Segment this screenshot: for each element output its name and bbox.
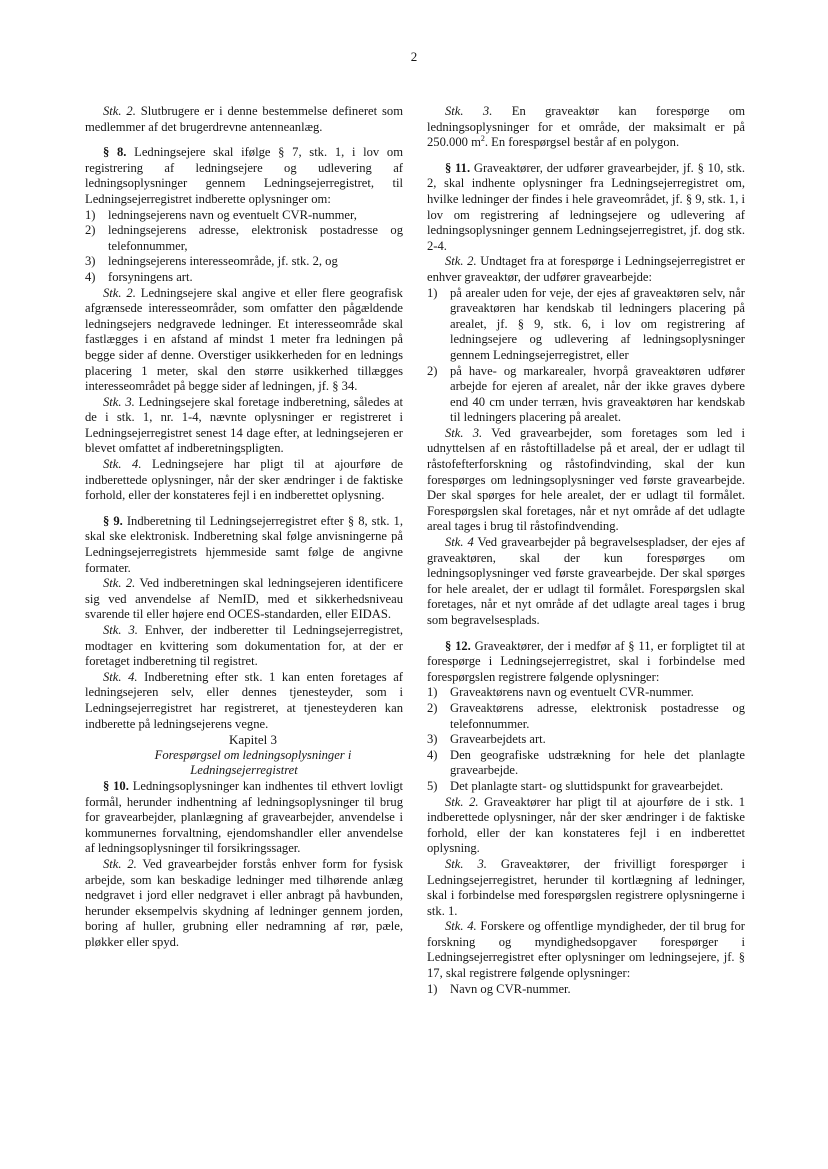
list-item: 1) Navn og CVR-nummer. (427, 981, 571, 996)
left-column (85, 104, 403, 950)
list-item: 1) på arealer uden for veje, der ejes af graveaktøren selv, når graveaktøren har kendskab til ledningers placering på arealet, jf. § 9, stk. 6, i lov om registrering af ledningsejere og udlevering af ledningsoplysninger gennem Ledningsejerregistret, eller (427, 285, 745, 362)
paragraph: Stk. 3. Enhver, der indberetter til Ledningsejerregistret, modtager en kvittering som dokumentation for, at der er foretaget indberetning til registret. (85, 623, 403, 669)
paragraph: Stk. 3. En graveaktør kan forespørge om ledningsoplysninger for et område, der maksimalt er på 250.000 $m^2$. En forespørgsel består af en polygon. (427, 104, 745, 150)
paragraph: Stk. 2. Ved indberetningen skal ledningsejeren identificere sig ved anvendelse af NemID, med et sikkerhedsniveau svarende til eller højere end OCES-standarden, eller EIDAS. (85, 576, 403, 622)
page-number: 2 (410, 49, 418, 64)
paragraph: Stk. 2. Ved gravearbejder forstås enhver form for fysisk arbejde, som kan beskadige ledninger med tilhørende anlæg nedgravet i jord eller nedgravet i eller anbragt på havbunden, herunder eksempelvis skydning af ledninger gennem jorden, boring af huller, grubning eller nedramning af rør, pæle, pløkker eller spyd. (85, 856, 403, 949)
paragraph: Stk. 4 Ved gravearbejder på begravelsespladser, der ejes af graveaktøren, skal der kun forespørges om ledningsoplysninger ved første gravearbejde. Der skal spørges for hele arealet, der er udlagt til formålet. Forespørgslen skal foretages, når et nyt område af det udlagte areal tages i brug som begravelsesplads. (427, 535, 746, 627)
section-11: § 11. Graveaktører, der udfører gravearbejder, jf. § 10, stk. 2, skal indhente oplysninger fra Ledningsejerregistret om, hvilke ledninger der findes i hele graveområdet, jf. § 9, stk. 1, i lov om registrering af ledningsejere og udlevering af ledningsoplysninger gennem Ledningsejerregistret, jf. dog stk. 2-4. (427, 160, 745, 253)
list-item: 1) Graveaktørens navn og eventuelt CVR-nummer. (427, 685, 694, 700)
paragraph: Stk. 4. Forskere og offentlige myndigheder, der til brug for forskning og myndighedsopgaver forespørger i Ledningsejerregistret efter oplysninger om ledningsejere, jf. § 17, skal registrere følgende oplysninger: (427, 919, 745, 981)
paragraph: Stk. 2. Graveaktører har pligt til at ajourføre de i stk. 1 indberettede oplysninger, når der sker ændringer i de faktiske forhold, eller der kan konstateres fejl i en indberettet oplysning. (427, 794, 745, 856)
list-item: 3) Gravearbejdets art. (427, 732, 546, 747)
list-item: 3) ledningsejerens interesseområde, jf. stk. 2, og (85, 254, 338, 269)
section-12: § 12. Graveaktører, der i medfør af § 11, er forpligtet til at forespørge i Ledningsejerregistret, skal i forbindelse med forespørgslen registrere følgende oplysninger: (427, 638, 745, 684)
chapter-title: Forespørgsel om ledningsoplysninger i Ledningsejerregistret (154, 747, 352, 778)
list-item: 2) Graveaktørens adresse, elektronisk postadresse og telefonnummer. (427, 700, 745, 731)
section-12-list (427, 685, 745, 794)
paragraph: Stk. 4. Indberetning efter stk. 1 kan enten foretages af ledningsejeren selv, eller dennes tjenesteyder, som i Ledningsejerregistret har registreret, at tjenesteyderen kan indberette på ledningsejerens vegne. (85, 669, 403, 731)
paragraph: Stk. 4. Ledningsejere har pligt til at ajourføre de indberettede oplysninger, når der sker ændringer i de faktiske forhold, eller der konstateres fejl i en indberettet oplysning. (85, 457, 403, 503)
section-12-stk4-list (427, 982, 745, 998)
list-item: 1) ledningsejerens navn og eventuelt CVR-nummer, (85, 207, 357, 222)
paragraph: Stk. 3. Ved gravearbejder, som foretages som led i udnyttelsen af en råstoftilladelse på et areal, der er udlagt til råstofefterforskning og råstofindvinding, skal der kun forespørges om ledningsoplysninger ved første gravearbejde. Der skal spørges for hele arealet, der er udlagt til formålet. Forespørgslen skal foretages, når et nyt område af det udlagte areal tages i brug til råstofindvending. (427, 425, 745, 534)
list-item: 2) på have- og markarealer, hvorpå graveaktøren udfører arbejde for ejeren af arealet, når der ikke graves dybere end 40 cm under terræn, hvis graveaktøren har kendskab til ledningers placering på arealet. (427, 363, 745, 425)
section-8-list (85, 208, 403, 286)
right-column (427, 104, 745, 997)
paragraph: Stk. 3. Graveaktører, der frivilligt forespørger i Ledningsejerregistret, herunder til kortlægning af ledninger, skal i forbindelse med forespørgslen registrere oplysningerne i stk. 1. (427, 856, 745, 918)
paragraph: Stk. 3. Ledningsejere skal foretage indberetning, således at de i stk. 1, nr. 1-4, nævnte oplysninger er registreret i Ledningsejerregistret senest 14 dage efter, at ledningsejeren er blevet omfattet af indberetningspligten. (85, 394, 403, 456)
paragraph: Stk. 2. Slutbrugere er i denne bestemmelse defineret som medlemmer af det brugerdrevne antenneanlæg. (85, 104, 403, 134)
paragraph: Stk. 2. Ledningsejere skal angive et eller flere geografisk afgrænsede interesseområder, som omfatter den pågældende ledningsejers nedgravede ledninger. Et interesseområde skal fastlægges i en afstand af mindst 1 meter fra ledningen på begge sider af denne. Overstiger usikkerheden for en lednings placering 1 meter, skal den større usikkerhed tillægges interesseområdet på begge sider af ledningen, jf. § 34. (85, 285, 403, 394)
paragraph: Stk. 2. Undtaget fra at forespørge i Ledningsejerregistret er enhver graveaktør, der udfører gravearbejde: (427, 254, 745, 284)
list-item: 5) Det planlagte start- og sluttidspunkt for gravearbejdet. (427, 778, 724, 793)
list-item: 4) forsyningens art. (85, 269, 193, 284)
section-9: § 9. Indberetning til Ledningsejerregistret efter § 8, stk. 1, skal ske elektronisk. Indberetning skal følge anvisningerne på Ledningsejerregistrets hjemmeside samt følge de angivne formater. (85, 513, 403, 575)
list-item: 2) ledningsejerens adresse, elektronisk postadresse og telefonnummer, (85, 223, 403, 253)
list-item: 4) Den geografiske udstrækning for hele det planlagte gravearbejde. (427, 747, 745, 778)
chapter-heading: Kapitel 3 (228, 732, 277, 748)
section-10: § 10. Ledningsoplysninger kan indhentes til ethvert lovligt formål, herunder indhentning af ledningsoplysninger til brug for gravearbejder, planlægning af gravearbejder, anvendelse i kommunernes forvaltning, ejendomshandler eller anvendelse af ledningsoplysninger til forsikringssager. (85, 778, 404, 856)
section-11-list (427, 286, 745, 426)
section-8: § 8. Ledningsejere skal ifølge § 7, stk. 1, i lov om registrering af ledningsejere og udlevering af ledningsoplysninger gennem Ledningsejerregistret, til Ledningsejerregistret indberette oplysninger om: (85, 145, 404, 206)
